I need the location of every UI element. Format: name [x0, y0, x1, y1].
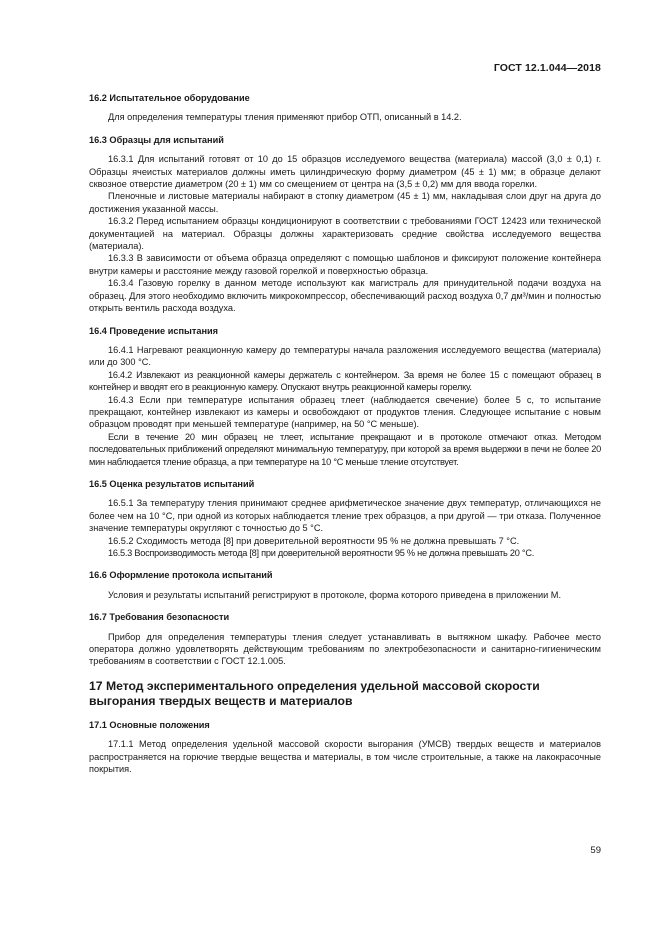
paragraph: 16.5.3 Воспроизводимость метода [8] при доверительной вероятности 95 % не должна превышать 20 °С. — [108, 548, 535, 558]
section-16-4 — [89, 325, 601, 468]
section-heading: 17.1 Основные положения — [89, 719, 210, 730]
paragraph: 17.1.1 Метод определения удельной массовой скорости выгорания (УМСВ) твердых веществ и материалов распространяется на горючие твердые вещества и материалы, в том числе строительные, а также на лакокрасочные покрытия. — [89, 739, 601, 775]
paragraph: 16.4.2 Извлекают из реакционной камеры держатель с контейнером. За время не более 15 с помещают образец в контейнер и вводят его в реакционную камеру. Опускают внутрь реакционной камеры горелку. — [89, 369, 601, 393]
section-heading: 16.5 Оценка результатов испытаний — [89, 478, 255, 489]
section-heading: 16.3 Образцы для испытаний — [89, 134, 224, 145]
paragraph: Пленочные и листовые материалы набирают в стопку диаметром (45 ± 1) мм, накладывая слои друг на друга до достижения указанной массы. — [89, 191, 601, 214]
paragraph: Для определения температуры тления применяют прибор ОТП, описанный в 14.2. — [108, 112, 462, 123]
section-16-6 — [89, 569, 601, 601]
section-heading: 16.4 Проведение испытания — [89, 325, 219, 336]
paragraph: 16.3.2 Перед испытанием образцы кондиционируют в соответствии с требованиями ГОСТ 12423 или технической документацией на материал. Образцы должны характеризовать средние свойства исследуемого вещества (материала). — [89, 216, 601, 252]
document-header-code: ГОСТ 12.1.044—2018 — [493, 62, 601, 74]
paragraph: Прибор для определения температуры тления следует устанавливать в вытяжном шкафу. Рабочее место оператора должно удовлетворять действующим требованиям по электробезопасности и санитарно-гигиеническим требованиям в соответствии с ГОСТ 12.1.005. — [89, 631, 601, 667]
section-heading: 16.7 Требования безопасности — [89, 612, 230, 623]
paragraph: 16.3.4 Газовую горелку в данном методе используют как магистраль для принудительной подачи воздуха на образец. Для этого необходимо включить микрокомпрессор, обеспечивающий расход воздуха 0,7 дм³/мин и полностью открыть вентиль расхода воздуха. — [89, 278, 601, 314]
paragraph: Условия и результаты испытаний регистрируют в протоколе, форма которого приведена в приложении М. — [108, 589, 561, 600]
paragraph: Если в течение 20 мин образец не тлеет, испытание прекращают и в протоколе отмечают отказ. Методом последовательных приближений определяют минимальную температуру, при которой за время выдержки в печи не более 20 мин наблюдается тление образца, а при температуре на 10 °С меньше тление отсутствует. — [89, 431, 601, 467]
chapter-heading-17: 17 Метод экспериментального определения удельной массовой скорости выгорания твердых веществ и материалов — [89, 678, 540, 708]
paragraph: 16.3.3 В зависимости от объема образца определяют с помощью шаблонов и фиксируют положение контейнера внутри камеры и расстояние между газовой горелкой и поверхностью образца. — [89, 253, 601, 276]
section-heading: 16.6 Оформление протокола испытаний — [89, 570, 273, 581]
section-16-7 — [89, 611, 601, 668]
page-number: 59 — [590, 845, 601, 856]
section-heading: 16.2 Испытательное оборудование — [89, 93, 250, 103]
section-16-5 — [89, 478, 601, 559]
paragraph: 16.4.1 Нагревают реакционную камеру до температуры начала разложения исследуемого вещества (материала) или до 300 °С. — [89, 344, 601, 368]
document-body — [89, 92, 601, 785]
paragraph: 16.3.1 Для испытаний готовят от 10 до 15 образцов исследуемого вещества (материала) массой (3,0 ± 0,1) г. Образцы ячеистых материалов должны иметь цилиндрическую форму диаметром (45 ± 1) мм; в образце делают сквозное отверстие диаметром (20 ± 1) мм со смещением от центра на (3,5 ± 0,2) мм для ввода горелки. — [89, 154, 601, 190]
section-16-2 — [89, 92, 601, 124]
paragraph: 16.5.2 Сходимость метода [8] при доверительной вероятности 95 % не должна превышать 7 °С. — [108, 535, 520, 546]
paragraph: 16.4.3 Если при температуре испытания образец тлеет (наблюдается свечение) более 5 с, то испытание прекращают, контейнер извлекают из камеры и освобождают от продуктов тления. Следующее испытание с новым образцом проводят при меньшей температуре (например, на 50 °С меньше). — [89, 394, 601, 430]
section-16-3 — [89, 134, 601, 315]
paragraph: 16.5.1 За температуру тления принимают среднее арифметическое значение двух температур, отличающихся не более чем на 10 °С, при одной из которых наблюдается тление трех образцов, а при другой — три отказа. Полученное значение температуры округляют с точностью до 5 °С. — [89, 498, 601, 534]
section-17-1 — [89, 719, 601, 776]
